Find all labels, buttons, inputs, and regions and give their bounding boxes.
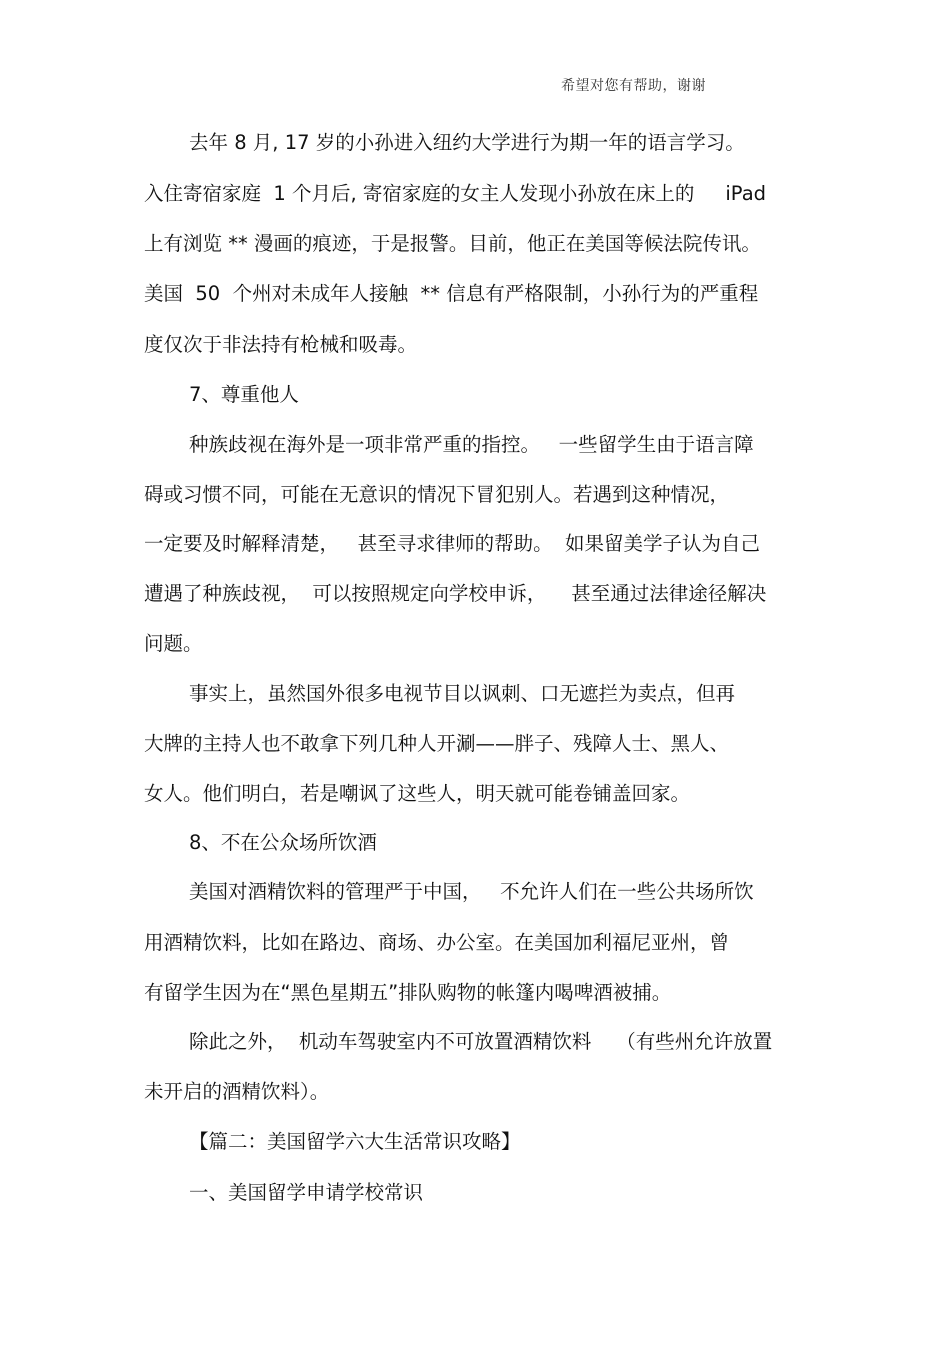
section-heading: 8、不在公众场所饮酒: [189, 831, 377, 854]
text-line: 种族歧视在海外是一项非常严重的指控。 一些留学生由于语言障: [189, 433, 754, 456]
text-line: 有留学生因为在“黑色星期五”排队购物的帐篷内喝啤酒被捕。: [144, 981, 672, 1004]
text-line: 上有浏览 ** 漫画的痕迹，于是报警。目前，他正在美国等候法院传讯。: [144, 232, 761, 255]
text-line: 事实上，虽然国外很多电视节目以讽刺、口无遮拦为卖点，但再: [189, 682, 736, 705]
text-line: 度仅次于非法持有枪械和吸毒。: [144, 333, 418, 356]
text-line: 去年 8 月, 17 岁的小孙进入纽约大学进行为期一年的语言学习。: [189, 131, 745, 154]
text-line: 问题。: [144, 632, 203, 655]
text-line: 未开启的酒精饮料）。: [144, 1080, 330, 1103]
text-line: 大牌的主持人也不敢拿下列几种人开涮——胖子、残障人士、黑人、: [144, 732, 730, 755]
text-line: 女人。他们明白，若是嘲讽了这些人，明天就可能卷铺盖回家。: [144, 782, 691, 805]
text-line: 入住寄宿家庭 1 个月后, 寄宿家庭的女主人发现小孙放在床上的 iPad: [144, 182, 767, 205]
text-line: 用酒精饮料，比如在路边、商场、办公室。在美国加利福尼亚州，曾: [144, 931, 730, 954]
article-heading: 【篇二：美国留学六大生活常识攻略】: [189, 1130, 521, 1153]
text-line: 美国 50 个州对未成年人接触 ** 信息有严格限制，小孙行为的严重程: [144, 282, 759, 305]
section-heading: 7、尊重他人: [189, 383, 299, 406]
text-line: 碍或习惯不同，可能在无意识的情况下冒犯别人。若遇到这种情况，: [144, 483, 730, 506]
text-line: 遭遇了种族歧视， 可以按照规定向学校申诉， 甚至通过法律途径解决: [144, 582, 767, 605]
section-heading: 一、美国留学申请学校常识: [189, 1181, 424, 1204]
text-line: 美国对酒精饮料的管理严于中国， 不允许人们在一些公共场所饮: [189, 880, 754, 903]
header-note: 希望对您有帮助，谢谢: [561, 78, 706, 94]
text-line: 除此之外， 机动车驾驶室内不可放置酒精饮料 （有些州允许放置: [189, 1030, 773, 1053]
text-line: 一定要及时解释清楚， 甚至寻求律师的帮助。 如果留美学子认为自己: [144, 532, 760, 555]
